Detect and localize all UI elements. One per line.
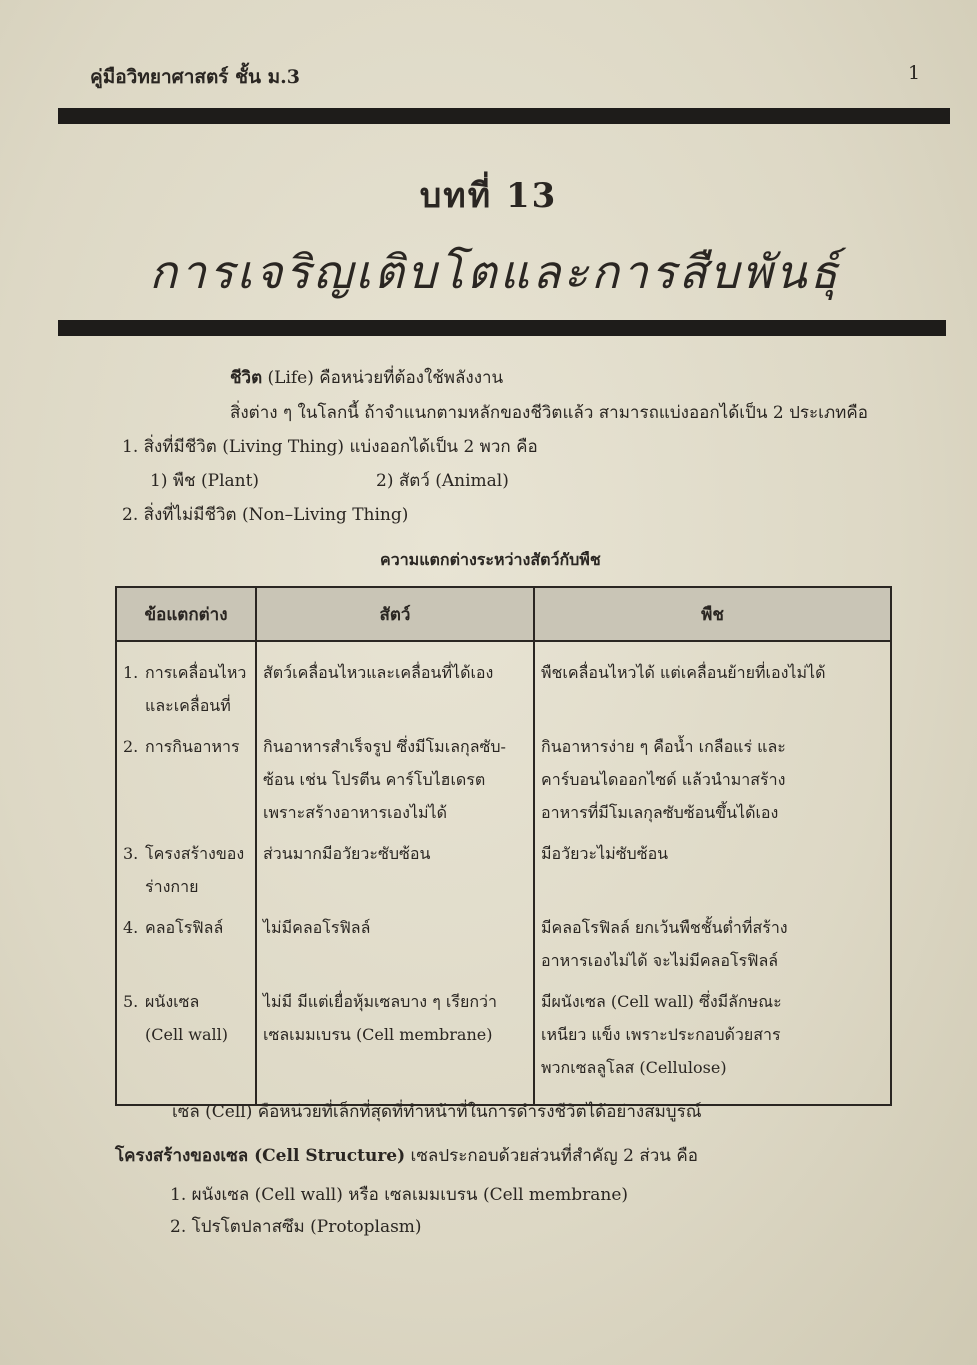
topic-cell-line <box>123 985 249 1018</box>
cell-structure-term: โครงสร้างของเซล (Cell Structure) <box>115 1146 406 1166</box>
plant-cell <box>534 981 891 1105</box>
animal-cell <box>256 726 534 833</box>
row-number: 5. <box>123 992 139 1011</box>
plant-cell-text: พืชเคลื่อนไหวได้ แต่เคลื่อนย้ายที่เองไม่ได้ <box>541 663 826 682</box>
animal-cell <box>256 833 534 907</box>
cell-part-1: 1. ผนังเซล (Cell wall) หรือ เซลเมมเบรน (Cell membrane) <box>170 1185 629 1205</box>
topic-cell-line <box>123 870 249 903</box>
table-row <box>116 833 891 907</box>
animal-cell-text: เพราะสร้างอาหารเองไม่ได้ <box>263 803 447 822</box>
topic-cell-text: และเคลื่อนที่ <box>145 696 231 715</box>
header-difference: ข้อแตกต่าง <box>116 587 256 641</box>
topic-cell-text: (Cell wall) <box>145 1025 228 1044</box>
row-number: 1. <box>123 663 139 682</box>
topic-cell-text: โครงสร้างของ <box>145 844 245 863</box>
animal-cell-text: ส่วนมากมีอวัยวะซับซ้อน <box>263 844 431 863</box>
animal-cell-line <box>263 763 527 796</box>
list-item-living: 1. สิ่งที่มีชีวิต (Living Thing) แบ่งออกได้เป็น 2 พวก คือ <box>122 437 538 457</box>
topic-cell-line <box>123 1018 249 1051</box>
page-number: 1 <box>908 62 921 84</box>
plant-cell-line <box>541 1051 884 1084</box>
table-header-row <box>116 587 891 641</box>
plant-cell-line <box>541 837 884 870</box>
table-body <box>116 641 891 1105</box>
cell-structure-line <box>115 1142 698 1169</box>
plant-cell-text: อาหารที่มีโมเลกุลซับซ้อนขึ้นได้เอง <box>541 803 779 822</box>
animal-cell-line <box>263 911 527 944</box>
bottom-rule <box>58 320 946 336</box>
top-rule <box>58 108 950 124</box>
plant-cell-text: กินอาหารง่าย ๆ คือน้ำ เกลือแร่ และ <box>541 737 786 756</box>
topic-cell-line <box>123 730 249 763</box>
topic-cell <box>116 641 256 726</box>
list-item-nonliving: 2. สิ่งที่ไม่มีชีวิต (Non–Living Thing) <box>122 505 409 525</box>
plant-cell-line <box>541 944 884 977</box>
cell-definition: เซล (Cell) คือหน่วยที่เล็กที่สุดที่ทำหน้าที่ในการดำรงชีวิตได้อย่างสมบูรณ์ <box>172 1102 702 1122</box>
topic-cell-line <box>123 656 249 689</box>
animal-cell <box>256 641 534 726</box>
table-row <box>116 981 891 1105</box>
plant-cell-text: มีอวัยวะไม่ซับซ้อน <box>541 844 669 863</box>
comparison-table <box>115 586 892 1106</box>
book-title: คู่มือวิทยาศาสตร์ ชั้น ม.3 <box>90 66 300 88</box>
table-row <box>116 641 891 726</box>
topic-cell <box>116 726 256 833</box>
animal-cell-line <box>263 730 527 763</box>
topic-cell <box>116 833 256 907</box>
header-animal: สัตว์ <box>256 587 534 641</box>
cell-structure-text: เซลประกอบด้วยส่วนที่สำคัญ 2 ส่วน คือ <box>405 1146 698 1166</box>
topic-cell-text: การกินอาหาร <box>145 737 240 756</box>
topic-cell-line <box>123 911 249 944</box>
classify-sentence: สิ่งต่าง ๆ ในโลกนี้ ถ้าจำแนกตามหลักของชีวิตแล้ว สามารถแบ่งออกได้เป็น 2 ประเภทคือ <box>230 403 868 423</box>
cell-part-2: 2. โปรโตปลาสซึม (Protoplasm) <box>170 1217 422 1237</box>
row-number: 2. <box>123 737 139 756</box>
chapter-number: บทที่ 13 <box>419 176 558 216</box>
plant-cell-line <box>541 1018 884 1051</box>
animal-cell-text: กินอาหารสำเร็จรูป ซึ่งมีโมเลกุลซับ- <box>263 737 506 756</box>
animal-cell <box>256 907 534 981</box>
life-definition <box>230 364 503 391</box>
plant-cell-text: คาร์บอนไดออกไซด์ แล้วนำมาสร้าง <box>541 770 786 789</box>
plant-cell-line <box>541 911 884 944</box>
topic-cell <box>116 907 256 981</box>
header-plant: พืช <box>534 587 891 641</box>
animal-cell-text: ไม่มี มีแต่เยื่อหุ้มเซลบาง ๆ เรียกว่า <box>263 992 497 1011</box>
table-caption: ความแตกต่างระหว่างสัตว์กับพืช <box>380 550 601 569</box>
animal-cell <box>256 981 534 1105</box>
animal-cell-line <box>263 985 527 1018</box>
animal-cell-line <box>263 837 527 870</box>
table-row <box>116 907 891 981</box>
row-number: 3. <box>123 844 139 863</box>
topic-cell-text: การเคลื่อนไหว <box>145 663 247 682</box>
plant-cell <box>534 907 891 981</box>
life-term: ชีวิต <box>230 368 263 388</box>
animal-cell-line <box>263 796 527 829</box>
topic-cell-text: คลอโรฟิลล์ <box>145 918 224 937</box>
animal-cell-text: สัตว์เคลื่อนไหวและเคลื่อนที่ได้เอง <box>263 663 494 682</box>
animal-cell-text: ไม่มีคลอโรฟิลล์ <box>263 918 371 937</box>
plant-cell-line <box>541 763 884 796</box>
plant-cell-text: มีผนังเซล (Cell wall) ซึ่งมีลักษณะ <box>541 992 782 1011</box>
plant-cell <box>534 726 891 833</box>
plant-cell-line <box>541 985 884 1018</box>
animal-cell-line <box>263 1018 527 1051</box>
plant-cell-text: เหนียว แข็ง เพราะประกอบด้วยสาร <box>541 1025 781 1044</box>
plant-cell-text: มีคลอโรฟิลล์ ยกเว้นพืชชั้นต่ำที่สร้าง <box>541 918 788 937</box>
plant-cell-line <box>541 796 884 829</box>
plant-cell <box>534 641 891 726</box>
topic-cell-line <box>123 689 249 722</box>
plant-cell <box>534 833 891 907</box>
list-item-plant: 1) พืช (Plant) <box>150 471 260 491</box>
topic-cell <box>116 981 256 1105</box>
animal-cell-text: เซลเมมเบรน (Cell membrane) <box>263 1025 493 1044</box>
table-row <box>116 726 891 833</box>
topic-cell-line <box>123 837 249 870</box>
life-def-text: (Life) คือหน่วยที่ต้องใช้พลังงาน <box>262 368 504 388</box>
list-item-animal: 2) สัตว์ (Animal) <box>376 471 509 491</box>
plant-cell-text: อาหารเองไม่ได้ จะไม่มีคลอโรฟิลล์ <box>541 951 779 970</box>
chapter-title: การเจริญเติบโตและการสืบพันธุ์ <box>149 245 841 299</box>
topic-cell-text: ร่างกาย <box>145 877 199 896</box>
plant-cell-text: พวกเซลลูโลส (Cellulose) <box>541 1058 727 1077</box>
row-number: 4. <box>123 918 139 937</box>
animal-cell-line <box>263 656 527 689</box>
topic-cell-text: ผนังเซล <box>145 992 200 1011</box>
animal-cell-text: ซ้อน เช่น โปรตีน คาร์โบไฮเดรต <box>263 770 486 789</box>
plant-cell-line <box>541 730 884 763</box>
plant-cell-line <box>541 656 884 689</box>
